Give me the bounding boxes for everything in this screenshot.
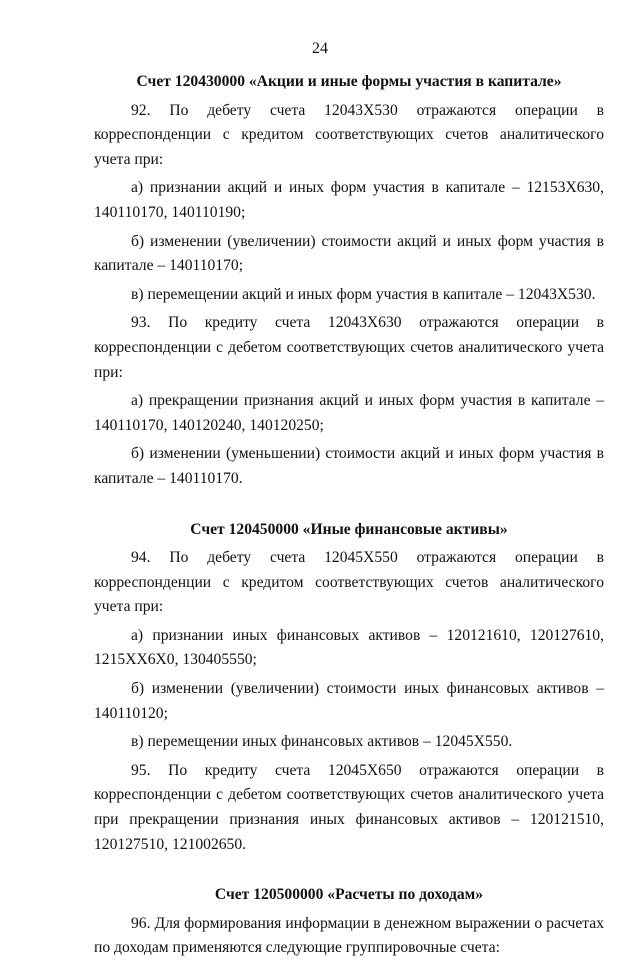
page-number: 24 xyxy=(312,40,328,57)
paragraph: 94. По дебету счета 12045Х550 отражаются операции в корреспонденции с кредитом соответствующих счетов аналитического учета при: xyxy=(94,549,604,616)
paragraph: 92. По дебету счета 12043Х530 отражаются операции в корреспонденции с кредитом соответствующих счетов аналитического учета при: xyxy=(94,101,604,168)
section-heading: Счет 120500000 «Расчеты по доходам» xyxy=(214,886,484,904)
paragraph: б) изменении (увеличении) стоимости акций и иных форм участия в капитале – 140110170; xyxy=(94,232,604,275)
paragraph: 95. По кредиту счета 12045Х650 отражаются операции в корреспонденции с дебетом соответствующих счетов аналитического учета при прекращении признания иных финансовых активов – 120121510, 120127510, 121002650. xyxy=(94,761,604,853)
paragraph: а) прекращении признания акций и иных форм участия в капитале – 140110170, 140120240, 140120250; xyxy=(94,392,604,434)
document-body xyxy=(94,70,604,961)
paragraph: б) изменении (увеличении) стоимости иных финансовых активов – 140110120; xyxy=(94,680,604,722)
section-spacer xyxy=(94,492,604,518)
paragraph: а) признании иных финансовых активов – 120121610, 120127610, 1215ХХ6Х0, 130405550; xyxy=(94,626,604,669)
section-spacer xyxy=(94,857,604,883)
paragraph: 96. Для формирования информации в денежном выражении о расчетах по доходам применяются следующие группировочные счета: xyxy=(94,914,604,957)
paragraph: в) перемещении иных финансовых активов – 12045Х550. xyxy=(131,733,513,751)
paragraph: б) изменении (уменьшении) стоимости акций и иных форм участия в капитале – 140110170. xyxy=(94,445,604,487)
paragraph: 93. По кредиту счета 12043Х630 отражаются операции в корреспонденции с дебетом соответствующих счетов аналитического учета при: xyxy=(94,314,604,381)
paragraph: в) перемещении акций и иных форм участия в капитале – 12043Х530. xyxy=(131,285,596,303)
section-heading: Счет 120430000 «Акции и иные формы участия в капитале» xyxy=(136,73,562,90)
paragraph: а) признании акций и иных форм участия в капитале – 12153Х630, 140110170, 140110190; xyxy=(94,179,604,221)
section-heading: Счет 120450000 «Иные финансовые активы» xyxy=(190,520,508,538)
